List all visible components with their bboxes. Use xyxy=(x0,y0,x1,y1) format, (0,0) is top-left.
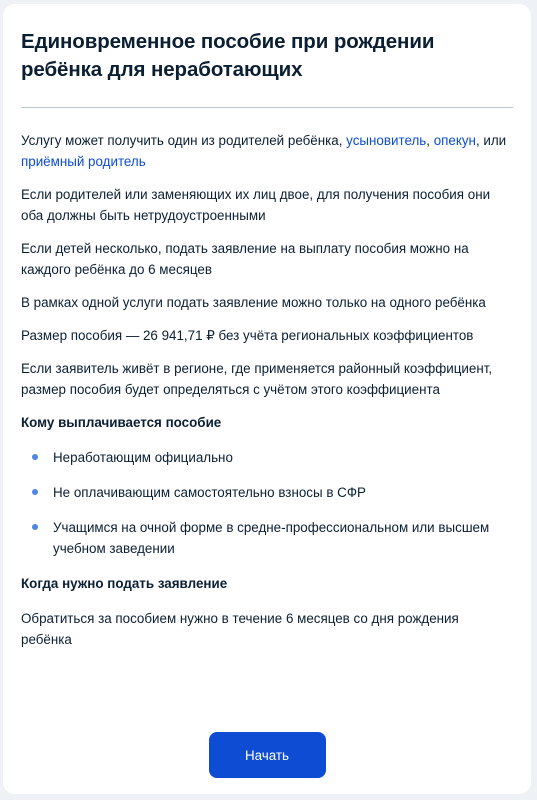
info-paragraph-one-child: В рамках одной услуги подать заявление можно только на одного ребёнка xyxy=(21,295,486,310)
when-paragraph: Обратиться за пособием нужно в течение 6 месяцев со дня рождения ребёнка xyxy=(21,611,459,647)
guardian-link[interactable]: опекун xyxy=(433,133,476,148)
who-heading: Кому выплачивается пособие xyxy=(21,415,222,430)
benefit-amount: Размер пособия — 26 941,71 ₽ без учёта региональных коэффициентов xyxy=(21,328,474,343)
info-paragraph-both-parents: Если родителей или заменяющих их лиц двое, для получения пособия они оба должны быть нетрудоустроенными xyxy=(21,187,491,223)
adopter-link[interactable]: усыновитель xyxy=(346,133,427,148)
list-item-text: Неработающим официально xyxy=(53,450,233,465)
list-item xyxy=(21,482,513,503)
info-paragraph-multiple-children: Если детей несколько, подать заявление на выплату пособия можно на каждого ребёнка до 6 месяцев xyxy=(21,241,469,277)
intro-text: Услугу может получить один из родителей ребёнка, xyxy=(21,133,347,148)
start-button[interactable]: Начать xyxy=(209,732,326,778)
who-list xyxy=(21,447,513,559)
title-divider xyxy=(21,107,513,108)
list-item xyxy=(21,447,513,468)
list-item-text: Учащимся на очной форме в средне-профессиональном или высшем учебном заведении xyxy=(53,520,490,556)
service-card xyxy=(3,4,531,794)
bullet-icon xyxy=(32,489,38,495)
bullet-icon xyxy=(32,524,38,530)
when-heading: Когда нужно подать заявление xyxy=(21,576,228,591)
intro-separator: , xyxy=(426,133,434,148)
bullet-icon xyxy=(32,454,38,460)
button-container xyxy=(3,732,531,778)
intro-separator: , или xyxy=(475,133,507,148)
foster-parent-link[interactable]: приёмный родитель xyxy=(21,154,146,169)
list-item-text: Не оплачивающим самостоятельно взносы в СФР xyxy=(53,485,366,500)
info-paragraph-regional-coefficient: Если заявитель живёт в регионе, где применяется районный коэффициент, размер пособия будет определяться с учётом этого коэффициента xyxy=(21,361,493,397)
page-title: Единовременное пособие при рождении ребёнка для неработающих xyxy=(21,30,435,81)
intro-paragraph xyxy=(21,130,513,172)
list-item xyxy=(21,517,513,559)
